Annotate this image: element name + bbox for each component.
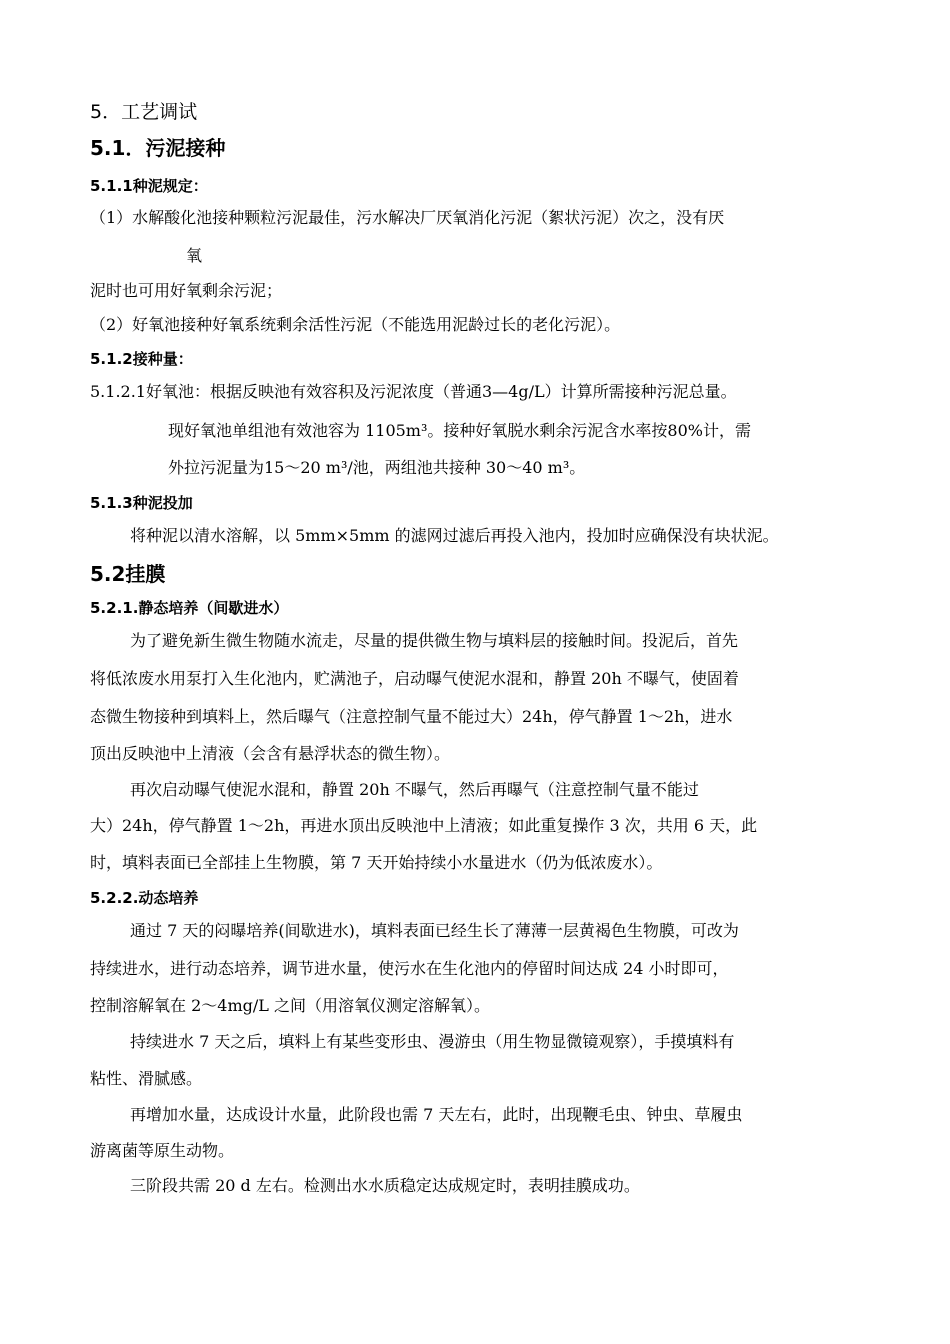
paragraph-line: 泥时也可用好氧剩余污泥； (90, 281, 283, 300)
paragraph-line: （1）水解酸化池接种颗粒污泥最佳，污水解决厂厌氧消化污泥（絮状污泥）次之，没有厌 (90, 208, 725, 227)
paragraph-line: 时，填料表面已全部挂上生物膜，第 7 天开始持续小水量进水（仍为低浓废水）。 (90, 853, 663, 872)
paragraph-line: 现好氧池单组池有效池容为 1105m³。接种好氧脱水剩余污泥含水率按80%计，需 (168, 421, 751, 440)
heading-5-2-1: 5.2.1.静态培养（间歇进水） (90, 599, 289, 617)
paragraph-line: 5.1.2.1好氧池：根据反映池有效容积及污泥浓度（普通3—4g/L）计算所需接种污泥总量。 (90, 382, 737, 401)
heading-5-1-2: 5.1.2接种量： (90, 350, 193, 368)
paragraph-line: 将低浓废水用泵打入生化池内，贮满池子，启动曝气使泥水混和，静置 20h 不曝气，使固着 (90, 669, 739, 688)
paragraph-line: 大）24h，停气静置 1～2h，再进水顶出反映池中上清液；如此重复操作 3 次，共用 6 天，此 (90, 816, 758, 835)
paragraph-line: 控制溶解氧在 2～4mg/L 之间（用溶氧仪测定溶解氧）。 (90, 996, 490, 1015)
paragraph-line: 再次启动曝气使泥水混和，静置 20h 不曝气，然后再曝气（注意控制气量不能过 (130, 780, 699, 799)
paragraph-line: 通过 7 天的闷曝培养(间歇进水)，填料表面已经生长了薄薄一层黄褐色生物膜，可改为 (130, 921, 739, 940)
paragraph-line: 态微生物接种到填料上，然后曝气（注意控制气量不能过大）24h，停气静置 1～2h，进水 (90, 707, 733, 726)
paragraph-line: 将种泥以清水溶解，以 5mm×5mm 的滤网过滤后再投入池内，投加时应确保没有块状泥。 (130, 526, 779, 545)
heading-5-1-3: 5.1.3种泥投加 (90, 494, 193, 512)
heading-5-2: 5.2挂膜 (90, 562, 166, 586)
paragraph-line: 游离菌等原生动物。 (90, 1141, 235, 1160)
paragraph-line: 为了避免新生微生物随水流走，尽量的提供微生物与填料层的接触时间。投泥后，首先 (130, 631, 739, 650)
heading-5-2-2: 5.2.2.动态培养 (90, 889, 199, 907)
heading-5-1-1: 5.1.1种泥规定： (90, 177, 208, 195)
paragraph-line: （2）好氧池接种好氧系统剩余活性污泥（不能选用泥龄过长的老化污泥）。 (90, 315, 621, 334)
heading-5-1: 5.1．污泥接种 (90, 136, 226, 160)
section-title: 5．工艺调试 (90, 101, 198, 123)
paragraph-line: 持续进水 7 天之后，填料上有某些变形虫、漫游虫（用生物显微镜观察），手摸填料有 (130, 1032, 735, 1051)
paragraph-line: 再增加水量，达成设计水量，此阶段也需 7 天左右，此时，出现鞭毛虫、钟虫、草履虫 (130, 1105, 743, 1124)
paragraph-line: 粘性、滑腻感。 (90, 1069, 203, 1088)
paragraph-line: 持续进水，进行动态培养，调节进水量，使污水在生化池内的停留时间达成 24 小时即可， (90, 959, 729, 978)
paragraph-line: 氧 (186, 246, 203, 265)
paragraph-line: 三阶段共需 20 d 左右。检测出水水质稳定达成规定时，表明挂膜成功。 (130, 1176, 640, 1195)
paragraph-line: 顶出反映池中上清液（会含有悬浮状态的微生物）。 (90, 744, 451, 763)
paragraph-line: 外拉污泥量为15～20 m³/池，两组池共接种 30～40 m³。 (168, 458, 586, 477)
